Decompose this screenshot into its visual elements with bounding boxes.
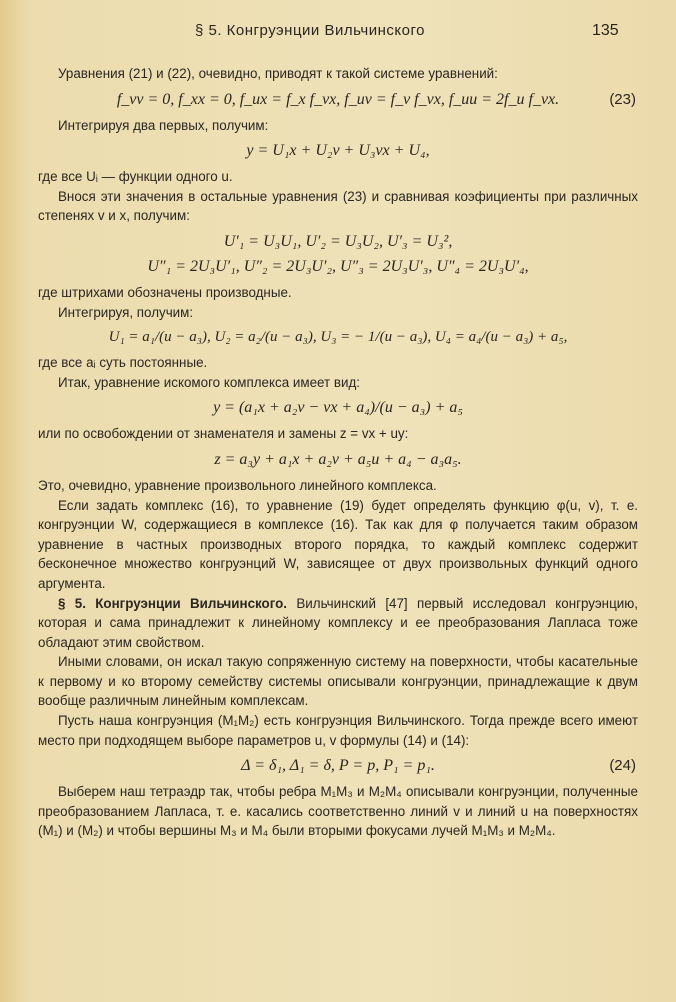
equation-number: (24) <box>609 757 636 775</box>
section-heading: § 5. Конгруэнции Вильчинского. <box>58 595 288 611</box>
paragraph: Внося эти значения в остальные уравнения (23) и сравнивая коэфициенты при различных степенях v и x, получим: <box>38 188 638 224</box>
page-header <box>0 22 676 46</box>
paragraph: Итак, уравнение искомого комплекса имеет вид: <box>58 374 360 390</box>
paragraph: Интегрируя, получим: <box>58 304 194 320</box>
paragraph: где все aᵢ суть постоянные. <box>38 355 208 371</box>
formula-24 <box>38 757 638 775</box>
paragraph: или по освобождении от знаменателя и замены z = vx + uy: <box>38 426 409 442</box>
paragraph: Если задать комплекс (16), то уравнение (19) будет определять функцию φ(u, v), т. е. конгруэнции W, содержащиеся в комплексе (16). Так как для φ получается таким образом уравнение в частных производных второго порядка, то каждый комплекс содержит бесконечное множество конгруэнций W, зависящее от двух произвольных функций одного аргумента. <box>38 497 638 591</box>
paragraph: Уравнения (21) и (22), очевидно, приводят к такой системе уравнений: <box>58 66 498 81</box>
page-body <box>38 64 638 841</box>
paragraph: Пусть наша конгруэнция (M₁M₂) есть конгруэнция Вильчинского. Тогда прежде всего имеют место при подходящем выборе параметров u, v формулы (14) и (14): <box>38 713 638 748</box>
paragraph: где все Uᵢ — функции одного u. <box>38 169 233 185</box>
formula-23 <box>38 91 638 109</box>
running-title: § 5. Конгруэнции Вильчинского <box>195 22 425 39</box>
section-text: Вильчинский [47] первый исследовал конгруэнцию, которая и сама принадлежит к линейному комплексу и ее преобразования Лапласа тоже обладают этим свойством. <box>38 595 638 650</box>
paragraph: Это, очевидно, уравнение произвольного линейного комплекса. <box>38 477 437 493</box>
formula: U₁ = a₁/(u − a₃), U₂ = a₂/(u − a₃), U₃ = − 1/(u − a₃), U₄ = a₄/(u − a₃) + a₅, <box>108 329 568 346</box>
formula: U″₁ = 2U₃U′₁, U″₂ = 2U₃U′₂, U″₃ = 2U₃U′₃, U″₄ = 2U₃U′₄, <box>147 257 529 275</box>
paragraph: Иными словами, он искал такую сопряженную систему на поверхности, чтобы касательные к первому и ко второму семейству системы описывали конгруэнции, принадлежащие к двум вообще различным линейным комплексам. <box>38 654 638 709</box>
paragraph: где штрихами обозначены производные. <box>38 284 292 300</box>
paragraph: Интегрируя два первых, получим: <box>58 117 269 133</box>
formula: y = (a₁x + a₂v − vx + a₄)/(u − a₃) + a₅ <box>213 399 463 417</box>
equation-number: (23) <box>609 90 636 108</box>
formula-text: f_vv = 0, f_xx = 0, f_ux = f_x f_vx, f_uv = f_v f_vx, f_uu = 2f_u f_vx. <box>116 90 560 108</box>
formula: U′₁ = U₃U₁, U′₂ = U₃U₂, U′₃ = U₃², <box>223 232 453 250</box>
paragraph-section <box>38 594 638 653</box>
formula: y = U₁x + U₂v + U₃vx + U₄, <box>246 142 430 160</box>
paragraph: Выберем наш тетраэдр так, чтобы ребра M₁M₃ и M₂M₄ описывали конгруэнции, полученные преобразованием Лапласа, т. е. касались соответственно линий v и линий u на поверхностях (M₁) и (M₂) и чтобы вершины M₃ и M₄ были вторыми фокусами лучей M₁M₃ и M₂M₄. <box>38 784 638 839</box>
formula: z = a₃y + a₁x + a₂v + a₅u + a₄ − a₃a₅. <box>214 450 462 468</box>
formula-text: Δ = δ₁, Δ₁ = δ, P = p, P₁ = p₁. <box>241 757 435 775</box>
page-number: 135 <box>592 22 619 39</box>
